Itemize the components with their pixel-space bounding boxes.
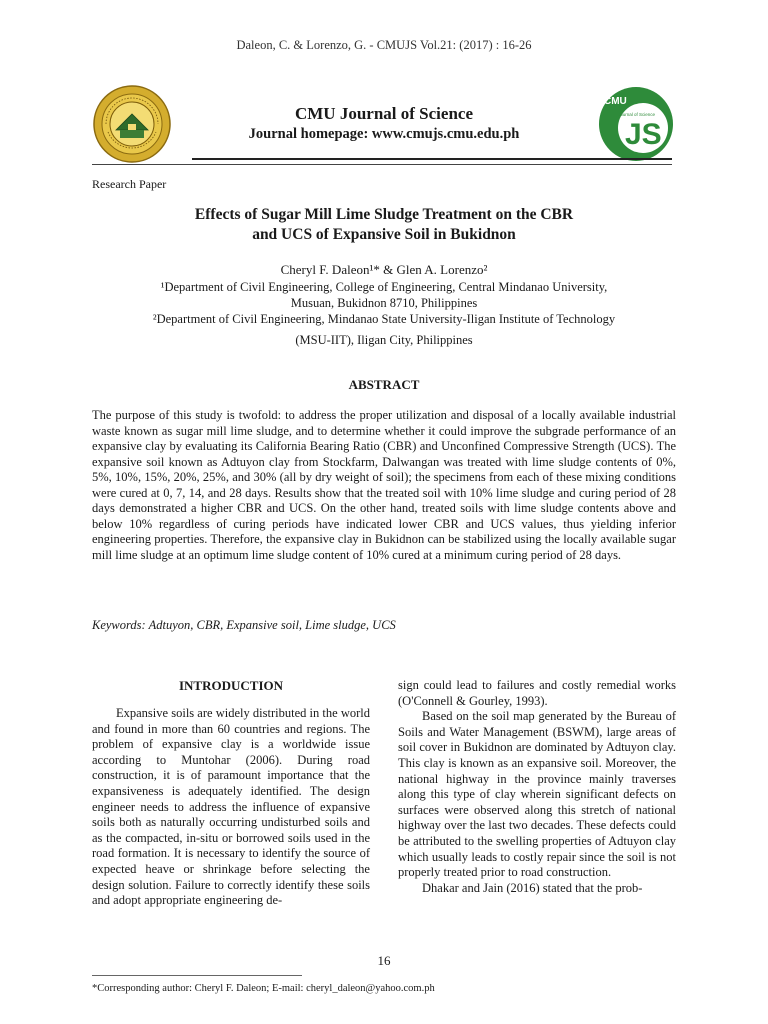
footnote-rule (92, 975, 302, 976)
journal-homepage[interactable]: Journal homepage: www.cmujs.cmu.edu.ph (248, 126, 520, 142)
paragraph: sign could lead to failures and costly remedial works (O'Connell & Gourley, 1993). (398, 678, 676, 708)
left-column (92, 706, 370, 909)
header-rule-thin (92, 164, 672, 165)
page-number: 16 (377, 953, 391, 968)
right-column (398, 678, 676, 896)
paragraph: Dhakar and Jain (2016) stated that the prob- (422, 880, 643, 895)
affiliation-2 (92, 311, 676, 348)
affiliation-1-line-2: Musuan, Bukidnon 8710, Philippines (290, 296, 478, 310)
abstract-heading: ABSTRACT (348, 377, 420, 392)
corresponding-author-footnote: *Corresponding author: Cheryl F. Daleon; E-mail: cheryl_daleon@yahoo.com.ph (92, 983, 435, 994)
affiliation-2-line-2: (MSU-IIT), Iligan City, Philippines (295, 333, 473, 347)
title-line-1: Effects of Sugar Mill Lime Sludge Treatment on the CBR (194, 206, 574, 223)
abstract-text: The purpose of this study is twofold: to address the proper utilization and disposal of a locally available industrial waste known as sugar mill lime sludge, and to determine whether it could improve the subgrade performance of an expansive clay by evaluating its California Bearing Ratio (CBR) and Unconfined Compressive Strength (UCS). The expansive soil known as Adtuyon clay from Stockfarm, Dalwangan was treated with lime sludge contents of 0%, 5%, 10%, 15%, 20%, 25%, and 30% (all by dry weight of soil); the specimens from each of these mixing conditions were cured at 0, 7, 14, and 28 days. Results show that the treated soil with 10% lime sludge and curing period of 28 days demonstrated a higher CBR and UCS. On the other hand, treated soils with lime sludge contents above and below 10% regardless of curing periods have indicated lower CBR and UCS values, thus yielding inferior engineering properties. Therefore, the expansive clay in Bukidnon can be stabilized using the locally available sugar mill lime sludge at an optimum lime sludge content of 10% cured at a minimum curing period of 28 days. (92, 408, 676, 562)
author-list: Cheryl F. Daleon¹* & Glen A. Lorenzo² (280, 262, 488, 277)
university-seal-logo (92, 84, 172, 164)
paragraph: Based on the soil map generated by the Bureau of Soils and Water Management (BSWM), large areas of soil cover in Bukidnon are dominated by Adtuyon clay. This clay is known as an expansive soil. Moreover, the national highway in the province mainly traverses along this type of clay wherein significant defects on surfaces were observed along this stretch of national highway over the last two decades. These defects could be attributed to the swelling properties of Adtuyon clay which usually leads to costly repair since the soil is not properly treated prior to road construction. (398, 709, 676, 880)
logo-caption: Journal of Science (618, 112, 656, 117)
article-title (92, 205, 676, 245)
introduction-heading: INTRODUCTION (178, 678, 283, 693)
affiliation-1 (92, 279, 676, 311)
header-rule-thick (192, 158, 672, 160)
article-type: Research Paper (92, 177, 167, 191)
logo-js-mark: JS (625, 118, 662, 151)
cmu-js-logo (598, 86, 674, 162)
running-head: Daleon, C. & Lorenzo, G. - CMUJS Vol.21: (2017) : 16-26 (236, 38, 532, 52)
keywords: Keywords: Adtuyon, CBR, Expansive soil, Lime sludge, UCS (92, 618, 396, 632)
affiliation-2-line-1: ²Department of Civil Engineering, Mindanao State University-Iligan Institute of Technology (152, 312, 616, 326)
journal-name: CMU Journal of Science (294, 104, 473, 123)
logo-cmu-text: CMU (604, 96, 627, 107)
affiliation-1-line-1: ¹Department of Civil Engineering, College of Engineering, Central Mindanao University, (160, 280, 608, 294)
title-line-2: and UCS of Expansive Soil in Bukidnon (252, 226, 516, 243)
paragraph: Expansive soils are widely distributed in the world and found in more than 60 countries and regions. The problem of expansive clay is a worldwide issue according to Muntohar (2006). During road construction, it is of paramount importance that the expansiveness is adequately identified. The design engineer needs to address the influence of expansive soils both as naturally occurring undisturbed soils and as the compacted, in-situ or borrowed soils used in the road formation. It is necessary to identify the source of expected heave or shrinkage before selecting the design solution. Failure to correctly identify these soils and adopt appropriate engineering de- (92, 706, 370, 908)
